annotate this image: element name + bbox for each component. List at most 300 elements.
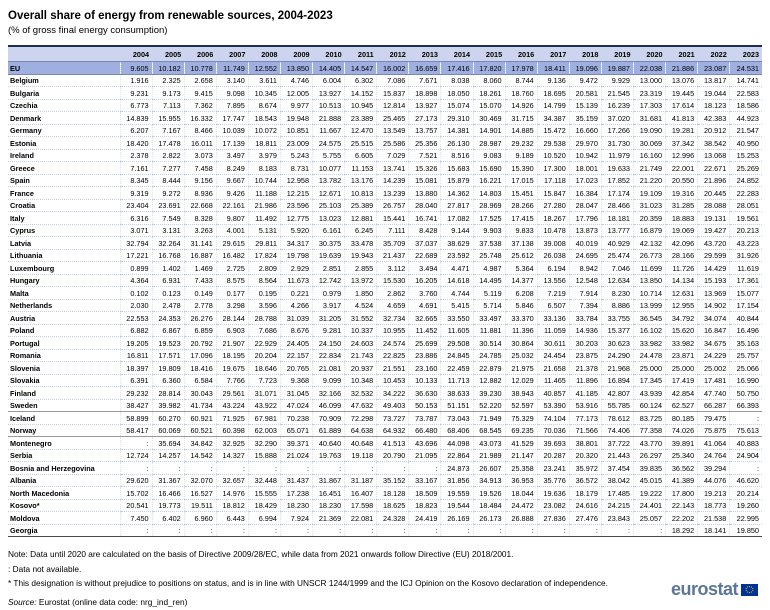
- year-header: 2023: [730, 46, 762, 62]
- value-cell: 18.773: [698, 499, 730, 512]
- value-cell: 14.257: [152, 449, 184, 462]
- value-cell: 18.812: [216, 499, 248, 512]
- value-cell: 28.814: [152, 387, 184, 400]
- value-cell: 11.465: [537, 374, 569, 387]
- country-cell: Cyprus: [8, 224, 120, 237]
- value-cell: 39.294: [698, 462, 730, 475]
- value-cell: 75.329: [505, 412, 537, 425]
- value-cell: 31.039: [280, 312, 312, 325]
- value-cell: 24.695: [569, 249, 601, 262]
- value-cell: 6.207: [120, 124, 152, 137]
- value-cell: 41.813: [666, 112, 698, 125]
- value-cell: 6.360: [152, 374, 184, 387]
- value-cell: 2.778: [184, 299, 216, 312]
- value-cell: 29.620: [120, 474, 152, 487]
- value-cell: 24.229: [698, 349, 730, 362]
- value-cell: 2.725: [216, 262, 248, 275]
- value-cell: 43.073: [473, 437, 505, 450]
- value-cell: 19.559: [441, 487, 473, 500]
- value-cell: 7.277: [152, 162, 184, 175]
- value-cell: 34.913: [473, 474, 505, 487]
- table-row: [8, 449, 762, 462]
- value-cell: 12.955: [666, 299, 698, 312]
- value-cell: 9.281: [313, 324, 345, 337]
- value-cell: 46.099: [313, 399, 345, 412]
- value-cell: 9.667: [216, 174, 248, 187]
- value-cell: 20.213: [730, 224, 762, 237]
- value-cell-na: :: [377, 462, 409, 475]
- value-cell: 20.912: [698, 124, 730, 137]
- table-row: [8, 87, 762, 100]
- table-row: [8, 124, 762, 137]
- value-cell: 41.513: [377, 437, 409, 450]
- value-cell: 25.748: [473, 249, 505, 262]
- value-cell: 22.001: [666, 162, 698, 175]
- value-cell: 24.405: [280, 337, 312, 350]
- value-cell: 30.611: [537, 337, 569, 350]
- value-cell: 39.693: [537, 437, 569, 450]
- value-cell: 17.118: [537, 174, 569, 187]
- value-cell: 29.599: [698, 249, 730, 262]
- value-cell: 33.497: [473, 312, 505, 325]
- country-cell: Denmark: [8, 112, 120, 125]
- value-cell: 8.575: [216, 274, 248, 287]
- value-cell: 8.676: [280, 324, 312, 337]
- value-cell: 17.478: [152, 137, 184, 150]
- value-cell: 74.104: [537, 412, 569, 425]
- value-cell: 18.044: [505, 487, 537, 500]
- value-cell: 37.037: [409, 237, 441, 250]
- country-cell: EU: [8, 62, 120, 75]
- value-cell: 24.845: [441, 349, 473, 362]
- value-cell: 68.406: [441, 424, 473, 437]
- value-cell: 1.850: [345, 287, 377, 300]
- value-cell: 0.221: [280, 287, 312, 300]
- value-cell: 20.790: [377, 449, 409, 462]
- table-row: [8, 312, 762, 325]
- note-not-available: : Data not available.: [8, 563, 82, 574]
- value-cell: 17.800: [666, 487, 698, 500]
- value-cell: 18.230: [313, 499, 345, 512]
- country-cell: Ireland: [8, 149, 120, 162]
- value-cell: 1.916: [120, 74, 152, 87]
- value-cell: 2.378: [120, 149, 152, 162]
- value-cell: 19.798: [280, 249, 312, 262]
- value-cell: 7.219: [537, 287, 569, 300]
- value-cell: 29.232: [120, 387, 152, 400]
- value-cell: 33.478: [345, 237, 377, 250]
- table-row: [8, 487, 762, 500]
- value-cell: 19.633: [601, 162, 633, 175]
- country-cell: Malta: [8, 287, 120, 300]
- value-cell: 3.140: [216, 74, 248, 87]
- value-cell: 43.922: [248, 399, 280, 412]
- value-cell: 83.725: [634, 412, 666, 425]
- value-cell: 7.394: [569, 299, 601, 312]
- year-header: 2012: [377, 46, 409, 62]
- value-cell: 9.231: [120, 87, 152, 100]
- value-cell: 23.875: [569, 349, 601, 362]
- value-cell: 10.453: [377, 374, 409, 387]
- value-cell: 16.847: [698, 324, 730, 337]
- value-cell: 25.757: [730, 349, 762, 362]
- value-cell: 15.377: [601, 324, 633, 337]
- value-cell: 17.820: [473, 62, 505, 75]
- value-cell: 19.636: [537, 487, 569, 500]
- value-cell-na: :: [216, 524, 248, 537]
- value-cell-na: :: [345, 462, 377, 475]
- value-cell: 2.929: [280, 262, 312, 275]
- value-cell: 77.358: [634, 424, 666, 437]
- value-cell: 67.981: [248, 412, 280, 425]
- value-cell: 15.555: [248, 487, 280, 500]
- value-cell: 19.561: [730, 212, 762, 225]
- value-cell: 9.807: [216, 212, 248, 225]
- value-cell: 17.415: [505, 212, 537, 225]
- value-cell: 10.744: [248, 174, 280, 187]
- value-cell: 15.702: [120, 487, 152, 500]
- country-cell: France: [8, 187, 120, 200]
- value-cell: 10.182: [152, 62, 184, 75]
- value-cell: 7.111: [377, 224, 409, 237]
- value-cell: 22.689: [409, 249, 441, 262]
- value-cell: 12.631: [666, 287, 698, 300]
- table-row: [8, 424, 762, 437]
- value-cell: 33.136: [537, 312, 569, 325]
- value-cell: 14.405: [313, 62, 345, 75]
- value-cell: 13.023: [313, 212, 345, 225]
- value-cell: 28.047: [569, 199, 601, 212]
- value-cell: 19.260: [730, 499, 762, 512]
- value-cell: 33.550: [441, 312, 473, 325]
- value-cell: 21.095: [409, 449, 441, 462]
- value-cell: 11.619: [730, 262, 762, 275]
- value-cell: 16.407: [345, 487, 377, 500]
- table-row: [8, 137, 762, 150]
- table-row: [8, 412, 762, 425]
- table-row: [8, 362, 762, 375]
- value-cell: 28.166: [666, 249, 698, 262]
- value-cell: 12.881: [345, 212, 377, 225]
- value-cell: 42.096: [666, 237, 698, 250]
- value-cell-na: :: [184, 524, 216, 537]
- value-cell: 31.141: [184, 237, 216, 250]
- value-cell: 6.994: [248, 512, 280, 525]
- value-cell: 6.773: [120, 99, 152, 112]
- value-cell: 7.924: [280, 512, 312, 525]
- value-cell: 25.066: [730, 362, 762, 375]
- value-cell: 14.976: [216, 487, 248, 500]
- value-cell: 41.734: [184, 399, 216, 412]
- country-cell: Bulgaria: [8, 87, 120, 100]
- value-cell: 22.583: [730, 87, 762, 100]
- value-cell: 0.195: [248, 287, 280, 300]
- value-cell: 21.743: [345, 349, 377, 362]
- value-cell: 40.950: [730, 137, 762, 150]
- value-cell: 11.749: [216, 62, 248, 75]
- year-header-row: [8, 46, 762, 62]
- table-row: [8, 299, 762, 312]
- year-header: 2019: [601, 46, 633, 62]
- value-cell-na: :: [569, 524, 601, 537]
- value-cell: 21.968: [601, 362, 633, 375]
- value-cell: 21.547: [730, 124, 762, 137]
- value-cell: 39.230: [473, 387, 505, 400]
- value-cell: 10.345: [248, 87, 280, 100]
- value-cell: 28.987: [473, 137, 505, 150]
- value-cell: 43.223: [730, 237, 762, 250]
- value-cell: 6.316: [120, 212, 152, 225]
- value-cell: 22.995: [730, 512, 762, 525]
- value-cell: 22.834: [313, 349, 345, 362]
- value-cell: 6.208: [505, 287, 537, 300]
- value-cell: 2.822: [152, 149, 184, 162]
- country-cell: Italy: [8, 212, 120, 225]
- value-cell-na: :: [313, 462, 345, 475]
- value-cell: 25.057: [634, 512, 666, 525]
- value-cell: 21.147: [505, 449, 537, 462]
- value-cell: 31.681: [634, 112, 666, 125]
- value-cell: 49.403: [377, 399, 409, 412]
- value-cell: 15.690: [473, 162, 505, 175]
- value-cell: 6.605: [345, 149, 377, 162]
- value-cell: 38.629: [441, 237, 473, 250]
- country-cell: Estonia: [8, 137, 120, 150]
- value-cell: 9.415: [184, 87, 216, 100]
- value-cell: 5.755: [313, 149, 345, 162]
- country-cell: Belgium: [8, 74, 120, 87]
- footnotes: [8, 549, 762, 588]
- country-cell: Austria: [8, 312, 120, 325]
- table-row: [8, 524, 762, 537]
- value-cell: 25.465: [377, 112, 409, 125]
- year-header: 2016: [505, 46, 537, 62]
- value-cell: 19.850: [730, 524, 762, 537]
- year-header: 2011: [345, 46, 377, 62]
- value-cell: 13.850: [634, 274, 666, 287]
- year-header: 2014: [441, 46, 473, 62]
- value-cell: 17.796: [569, 212, 601, 225]
- value-cell: 24.328: [377, 512, 409, 525]
- value-cell: 38.801: [569, 437, 601, 450]
- value-cell: 32.448: [248, 474, 280, 487]
- value-cell: 39.891: [666, 437, 698, 450]
- value-cell: 11.667: [313, 124, 345, 137]
- value-cell: 19.544: [441, 499, 473, 512]
- value-cell: 9.426: [216, 187, 248, 200]
- value-cell: 8.230: [601, 287, 633, 300]
- value-cell: 23.009: [280, 137, 312, 150]
- value-cell: 6.245: [345, 224, 377, 237]
- value-cell: 18.811: [248, 137, 280, 150]
- value-cell: 20.320: [569, 449, 601, 462]
- value-cell: 68.545: [473, 424, 505, 437]
- value-cell: 33.982: [634, 337, 666, 350]
- value-cell: 16.160: [634, 149, 666, 162]
- value-cell: 25.340: [666, 449, 698, 462]
- value-cell: 22.671: [698, 162, 730, 175]
- value-cell: 19.213: [698, 487, 730, 500]
- value-cell: 7.671: [409, 74, 441, 87]
- value-cell: 8.942: [569, 262, 601, 275]
- value-cell: 32.734: [377, 312, 409, 325]
- value-cell: 14.381: [441, 124, 473, 137]
- value-cell: 74.026: [666, 424, 698, 437]
- value-cell: 9.929: [601, 74, 633, 87]
- value-cell: 12.029: [505, 374, 537, 387]
- value-cell: 4.987: [473, 262, 505, 275]
- value-cell: 12.882: [473, 374, 505, 387]
- value-cell: 3.611: [248, 74, 280, 87]
- value-cell: 10.039: [216, 124, 248, 137]
- country-cell: Bosnia and Herzegovina: [8, 462, 120, 475]
- value-cell: 47.632: [345, 399, 377, 412]
- value-cell: 3.760: [409, 287, 441, 300]
- value-cell: 27.817: [441, 199, 473, 212]
- value-cell: 13.999: [634, 299, 666, 312]
- value-cell: 18.883: [666, 212, 698, 225]
- value-cell: 10.077: [313, 162, 345, 175]
- value-cell: 34.317: [280, 237, 312, 250]
- value-cell: 6.443: [216, 512, 248, 525]
- value-cell: 39.835: [634, 462, 666, 475]
- value-cell: 35.694: [152, 437, 184, 450]
- value-cell: 2.809: [248, 262, 280, 275]
- value-cell: 19.526: [473, 487, 505, 500]
- value-cell: 31.205: [313, 312, 345, 325]
- table-row: [8, 262, 762, 275]
- value-cell: 14.803: [473, 187, 505, 200]
- value-cell: 7.167: [152, 124, 184, 137]
- value-cell: 70.036: [537, 424, 569, 437]
- value-cell: 30.864: [505, 337, 537, 350]
- value-cell: 11.188: [248, 187, 280, 200]
- value-cell-na: :: [248, 524, 280, 537]
- value-cell: 9.144: [441, 224, 473, 237]
- value-cell: 16.768: [152, 249, 184, 262]
- value-cell: 17.174: [601, 187, 633, 200]
- value-cell: 3.979: [248, 149, 280, 162]
- value-cell: 19.523: [152, 337, 184, 350]
- value-cell: 17.096: [184, 349, 216, 362]
- table-row: [8, 99, 762, 112]
- value-cell: 30.469: [473, 112, 505, 125]
- value-cell: 26.297: [634, 449, 666, 462]
- value-cell: 16.011: [184, 137, 216, 150]
- table-row: [8, 437, 762, 450]
- value-cell: 24.904: [730, 449, 762, 462]
- value-cell: 37.722: [601, 437, 633, 450]
- value-cell: 23.389: [345, 112, 377, 125]
- country-cell: Slovakia: [8, 374, 120, 387]
- value-cell: 17.154: [730, 299, 762, 312]
- value-cell: 26.173: [473, 512, 505, 525]
- value-cell-na: :: [473, 524, 505, 537]
- value-cell: 14.327: [216, 449, 248, 462]
- value-cell: 14.429: [698, 262, 730, 275]
- value-cell: 8.444: [152, 174, 184, 187]
- value-cell: 4.744: [441, 287, 473, 300]
- value-cell: 33.755: [601, 312, 633, 325]
- value-cell: 24.785: [473, 349, 505, 362]
- year-header: 2004: [120, 46, 152, 62]
- value-cell: 25.358: [505, 462, 537, 475]
- value-cell: 35.152: [377, 474, 409, 487]
- value-cell: 17.419: [666, 374, 698, 387]
- value-cell: 7.458: [184, 162, 216, 175]
- value-cell-na: :: [537, 524, 569, 537]
- value-cell: 11.452: [409, 324, 441, 337]
- value-cell: 4.524: [345, 299, 377, 312]
- eurostat-logo: [671, 579, 758, 600]
- value-cell: 20.765: [280, 362, 312, 375]
- value-cell: 15.326: [409, 162, 441, 175]
- country-cell: Serbia: [8, 449, 120, 462]
- value-cell: 24.764: [698, 449, 730, 462]
- value-cell: 13.782: [313, 174, 345, 187]
- value-cell: 16.741: [409, 212, 441, 225]
- value-cell: 16.990: [730, 374, 762, 387]
- table-row: [8, 274, 762, 287]
- value-cell-na: :: [152, 462, 184, 475]
- table-row: [8, 474, 762, 487]
- value-cell: 71.949: [473, 412, 505, 425]
- country-cell: Slovenia: [8, 362, 120, 375]
- value-cell: 7.086: [377, 74, 409, 87]
- value-cell: 51.151: [441, 399, 473, 412]
- value-cell: 16.894: [601, 374, 633, 387]
- value-cell: 29.508: [441, 337, 473, 350]
- value-cell: 16.221: [473, 174, 505, 187]
- value-cell: 11.896: [569, 374, 601, 387]
- value-cell: 32.657: [216, 474, 248, 487]
- value-cell: 37.454: [601, 462, 633, 475]
- value-cell: 31.926: [730, 249, 762, 262]
- value-cell: 21.437: [377, 249, 409, 262]
- table-row: [8, 237, 762, 250]
- value-cell: 14.152: [345, 87, 377, 100]
- value-cell: 8.674: [248, 99, 280, 112]
- value-cell: 16.887: [184, 249, 216, 262]
- value-cell: 19.639: [313, 249, 345, 262]
- value-cell: 29.811: [248, 237, 280, 250]
- value-cell: 1.402: [152, 262, 184, 275]
- value-cell: 18.509: [409, 487, 441, 500]
- value-cell: 28.969: [473, 199, 505, 212]
- value-cell: 29.970: [569, 137, 601, 150]
- table-row: [8, 349, 762, 362]
- value-cell: 18.416: [184, 362, 216, 375]
- value-cell: 19.773: [152, 499, 184, 512]
- value-cell: 21.378: [569, 362, 601, 375]
- value-cell: 14.542: [184, 449, 216, 462]
- value-cell: 16.102: [634, 324, 666, 337]
- value-cell-na: :: [601, 524, 633, 537]
- country-cell: Czechia: [8, 99, 120, 112]
- value-cell: 4.471: [441, 262, 473, 275]
- value-cell: 6.402: [152, 512, 184, 525]
- value-cell: 13.873: [569, 224, 601, 237]
- value-cell: 31.437: [280, 474, 312, 487]
- value-cell: 22.081: [345, 512, 377, 525]
- value-cell: 24.531: [730, 62, 762, 75]
- value-cell: 18.586: [730, 99, 762, 112]
- value-cell: 7.450: [120, 512, 152, 525]
- value-cell: 65.071: [280, 424, 312, 437]
- value-cell: 8.516: [441, 149, 473, 162]
- value-cell: 14.799: [537, 99, 569, 112]
- value-cell: 9.099: [313, 374, 345, 387]
